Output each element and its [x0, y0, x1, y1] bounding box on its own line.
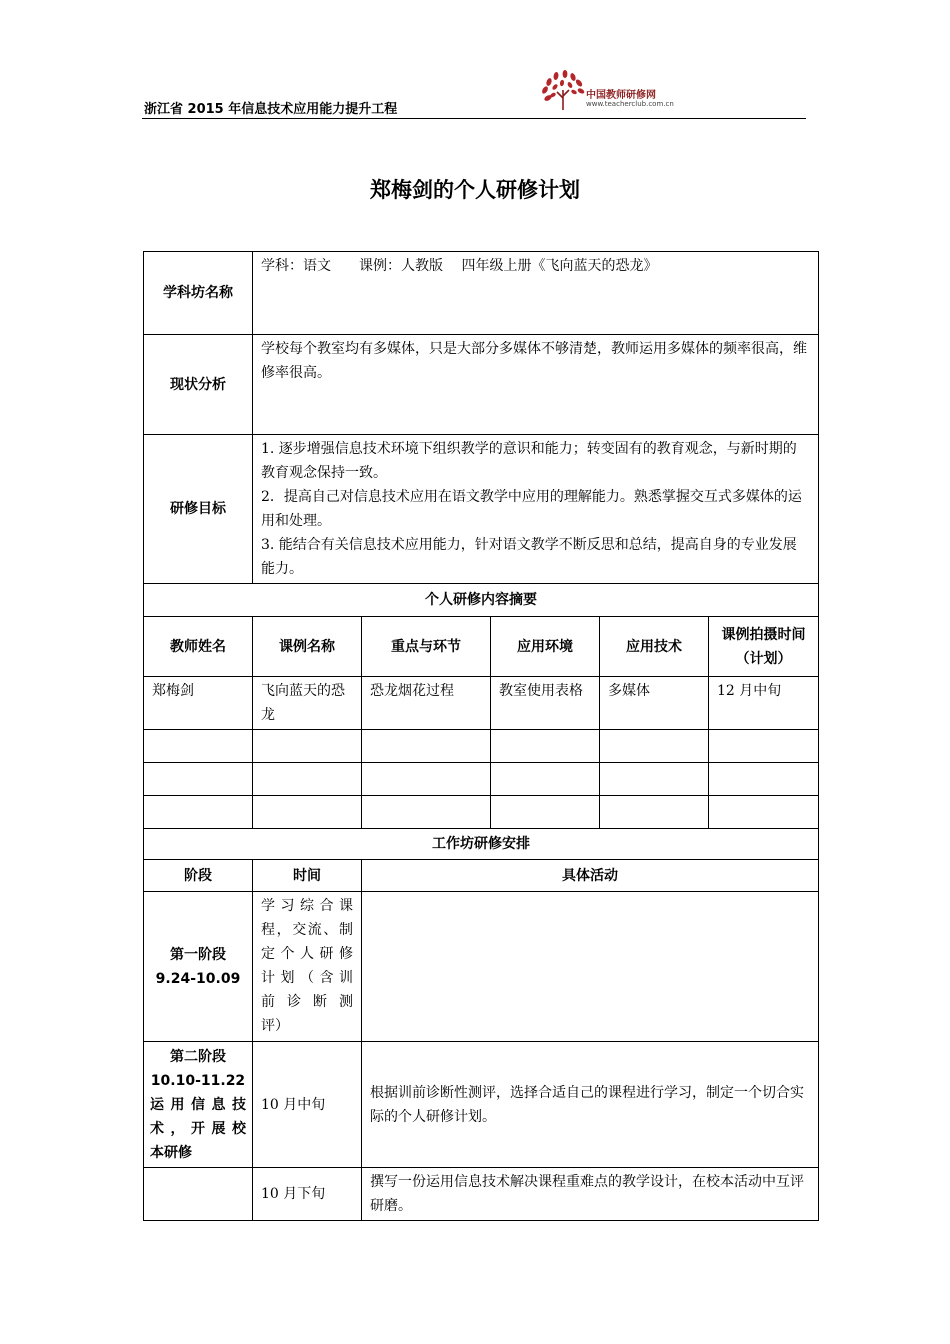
summary-section-row: [144, 584, 819, 617]
stage2-line: 术，开展校: [150, 1120, 246, 1137]
stage3-time: 10 月下旬: [253, 1168, 362, 1221]
stage2-line: 运用信息技: [150, 1096, 246, 1113]
schedule-section-row: [144, 829, 819, 860]
stage2-time: 10 月中旬: [253, 1042, 362, 1168]
col-header-time: 时间: [253, 860, 362, 892]
stage3-row: [144, 1168, 819, 1221]
stage2-activity: 根据训前诊断性测评，选择合适自己的课程进行学习，制定一个切合实际的个人研修计划。: [362, 1042, 819, 1168]
empty-cell: [144, 730, 253, 763]
col-header-shoot-time: 课例拍摄时间（计划）: [709, 617, 819, 677]
header-rule: [142, 118, 806, 119]
goal-list: [253, 435, 819, 584]
stage2-line: 10.10-11.22: [150, 1072, 246, 1089]
empty-cell: [600, 730, 709, 763]
col-header-activity: 具体活动: [362, 860, 819, 892]
empty-cell: [144, 796, 253, 829]
header-project-title: 浙江省 2015 年信息技术应用能力提升工程: [144, 102, 398, 117]
status-label: 现状分析: [144, 335, 253, 435]
empty-cell: [362, 730, 491, 763]
empty-cell: [253, 763, 362, 796]
stage1-activity: [362, 892, 819, 1042]
stage1-label: [144, 892, 253, 1042]
goal-item: 1. 逐步增强信息技术环境下组织教学的意识和能力；转变固有的教育观念，与新时期的教育观念保持一致。: [261, 441, 797, 481]
stage1-time-line: 定个人研修: [261, 946, 353, 962]
col-header-focus: 重点与环节: [362, 617, 491, 677]
col-header-environment: 应用环境: [491, 617, 600, 677]
logo-name: 中国教师研修网: [586, 90, 656, 101]
stage1-time-line: 评）: [261, 1018, 289, 1034]
stage3-label: [144, 1168, 253, 1221]
schedule-section-title: 工作坊研修安排: [144, 829, 819, 860]
empty-cell: [144, 763, 253, 796]
stage1-time-line: 前诊断测: [261, 994, 353, 1010]
stage2-line: 第二阶段: [170, 1048, 226, 1065]
teacher-name-cell: 郑梅剑: [144, 677, 253, 730]
environment-cell: 教室使用表格: [491, 677, 600, 730]
stage1-name: 第一阶段: [170, 946, 226, 963]
stage1-dates: 9.24-10.09: [155, 970, 241, 987]
table-row: [144, 677, 819, 730]
logo: [538, 68, 698, 118]
goal-row: [144, 435, 819, 584]
empty-cell: [253, 796, 362, 829]
empty-cell: [709, 796, 819, 829]
empty-cell: [491, 796, 600, 829]
schedule-header-row: [144, 860, 819, 892]
stage3-activity: 撰写一份运用信息技术解决课程重难点的教学设计，在校本活动中互评研磨。: [362, 1168, 819, 1221]
summary-section-title: 个人研修内容摘要: [144, 584, 819, 617]
empty-cell: [253, 730, 362, 763]
stage1-time-line: 计划（含训: [261, 970, 353, 986]
col-header-lesson: 课例名称: [253, 617, 362, 677]
col-header-technology: 应用技术: [600, 617, 709, 677]
empty-row: [144, 730, 819, 763]
stage1-time: [253, 892, 362, 1042]
col-header-teacher: 教师姓名: [144, 617, 253, 677]
subject-value: 学科：语文 课例：人教版 四年级上册《飞向蓝天的恐龙》: [253, 252, 819, 335]
logo-tree-icon: [538, 68, 586, 114]
empty-cell: [491, 763, 600, 796]
logo-url: www.teacherclub.com.cn: [586, 100, 674, 108]
summary-header-row: [144, 617, 819, 677]
stage2-row: [144, 1042, 819, 1168]
status-row: [144, 335, 819, 435]
empty-cell: [362, 796, 491, 829]
empty-cell: [491, 730, 600, 763]
lesson-name-cell: 飞向蓝天的恐龙: [253, 677, 362, 730]
stage1-row: [144, 892, 819, 1042]
focus-cell: 恐龙烟花过程: [362, 677, 491, 730]
empty-cell: [709, 730, 819, 763]
goal-item: 3. 能结合有关信息技术应用能力，针对语文教学不断反思和总结，提高自身的专业发展能力。: [261, 537, 797, 577]
empty-cell: [709, 763, 819, 796]
empty-cell: [600, 796, 709, 829]
empty-cell: [362, 763, 491, 796]
technology-cell: 多媒体: [600, 677, 709, 730]
empty-row: [144, 763, 819, 796]
empty-cell: [600, 763, 709, 796]
stage2-line: 本研修: [150, 1144, 192, 1161]
page-title: 郑梅剑的个人研修计划: [370, 178, 580, 202]
subject-row: [144, 252, 819, 335]
goal-item: 2．提高自己对信息技术应用在语文教学中应用的理解能力。熟悉掌握交互式多媒体的运用和处理。: [261, 489, 802, 529]
subject-label: 学科坊名称: [144, 252, 253, 335]
col-header-stage: 阶段: [144, 860, 253, 892]
stage1-time-line: 学习综合课: [261, 898, 353, 914]
status-value: 学校每个教室均有多媒体，只是大部分多媒体不够清楚，教师运用多媒体的频率很高，维修率很高。: [253, 335, 819, 435]
plan-table: [143, 251, 819, 1221]
empty-row: [144, 796, 819, 829]
stage1-time-line: 程，交流、制: [261, 922, 353, 938]
shoot-time-cell: 12 月中旬: [709, 677, 819, 730]
goal-label: 研修目标: [144, 435, 253, 584]
stage2-label: [144, 1042, 253, 1168]
